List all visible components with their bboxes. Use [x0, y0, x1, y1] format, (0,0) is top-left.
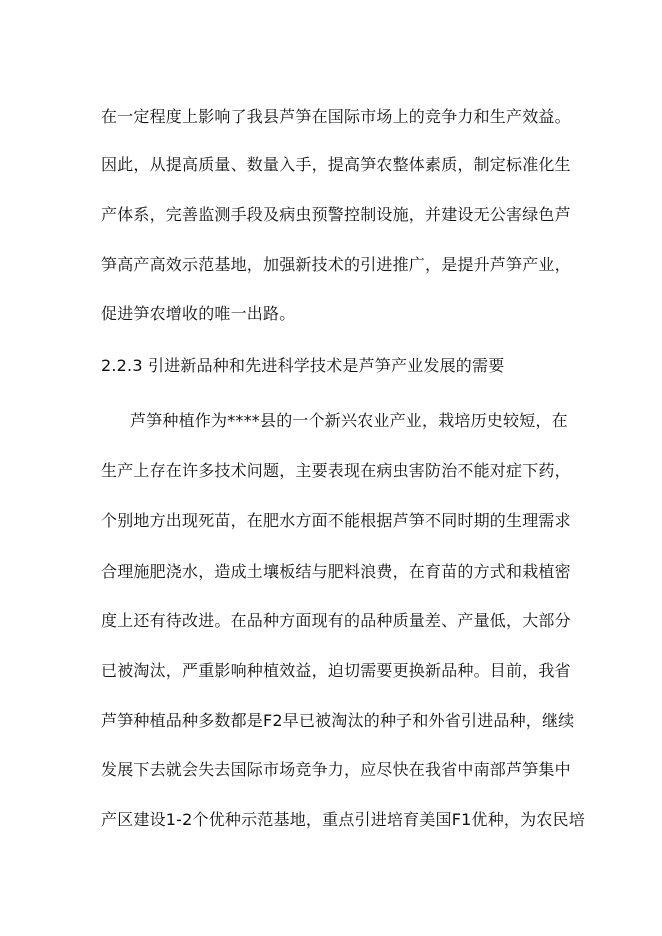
paragraph-line: 发展下去就会失去国际市场竞争力，应尽快在我省中南部芦笋集中: [101, 760, 571, 779]
paragraph-line: 芦笋种植品种多数都是F2早已被淘汰的种子和外省引进品种，继续: [101, 711, 575, 730]
paragraph-line: 笋高产高效示范基地，加强新技术的引进推广，是提升芦笋产业，: [101, 255, 571, 274]
paragraph-line: 芦笋种植作为****县的一个新兴农业产业，栽培历史较短，在: [130, 411, 568, 430]
paragraph-line: 促进笋农增收的唯一出路。: [101, 304, 296, 323]
paragraph-line: 度上还有待改进。在品种方面现有的品种质量差、产量低，大部分: [101, 611, 571, 630]
paragraph-line: 合理施肥浇水，造成土壤板结与肥料浪费，在育苗的方式和栽植密: [101, 562, 571, 581]
paragraph-line: 个别地方出现死苗，在肥水方面不能根据芦笋不同时期的生理需求: [101, 511, 571, 530]
paragraph-line: 产体系，完善监测手段及病虫预警控制设施，并建设无公害绿色芦: [101, 205, 571, 224]
paragraph-line: 生产上存在许多技术问题，主要表现在病虫害防治不能对症下药，: [101, 461, 571, 480]
paragraph-line: 在一定程度上影响了我县芦笋在国际市场上的竞争力和生产效益。: [101, 107, 571, 126]
paragraph-line: 产区建设1-2个优种示范基地，重点引进培育美国F1优种，为农民培: [101, 810, 585, 829]
paragraph-line: 因此，从提高质量、数量入手，提高笋农整体素质，制定标准化生: [101, 155, 571, 174]
paragraph-line: 已被淘汰，严重影响种植效益，迫切需要更换新品种。目前，我省: [101, 661, 571, 680]
section-heading: 2.2.3 引进新品种和先进科学技术是芦笋产业发展的需要: [101, 356, 505, 375]
